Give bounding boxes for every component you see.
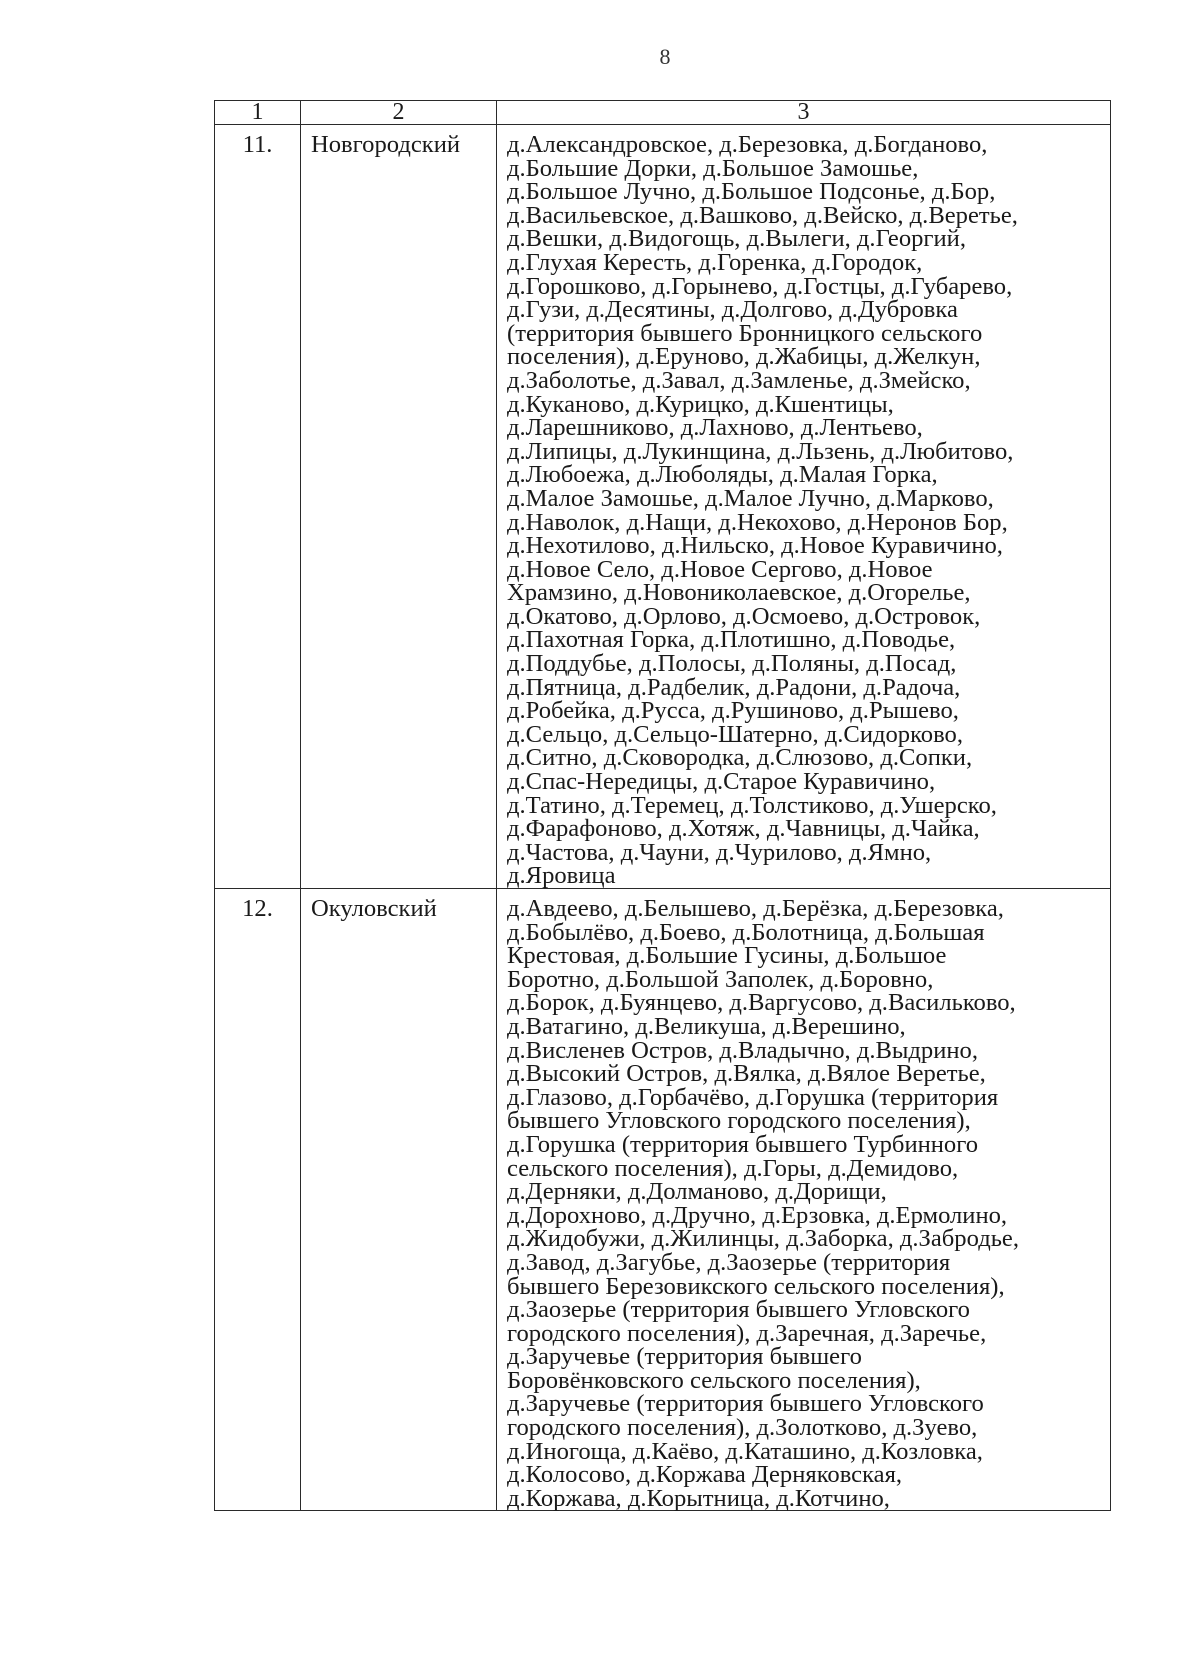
column-header-district: 2 <box>301 101 497 125</box>
row-number: 11. <box>215 125 301 889</box>
row-number: 12. <box>215 889 301 1511</box>
table-row <box>215 889 1111 1511</box>
settlement-list: д.Александровское, д.Березовка, д.Богданово, д.Большие Дорки, д.Большое Замошье, д.Большое Лучно, д.Большое Подсонье, д.Бор, д.Васильевское, д.Вашково, д.Вейско, д.Веретье, д.Вешки, д.Видогощь, д.Вылеги, д.Георгий, д.Глухая Кересть, д.Горенка, д.Городок, д.Горошково, д.Горынево, д.Гостцы, д.Губарево, д.Гузи, д.Десятины, д.Долгово, д.Дубровка (территория бывшего Бронницкого сельского поселения), д.Еруново, д.Жабицы, д.Желкун, д.Заболотье, д.Завал, д.Замленье, д.Змейско, д.Куканово, д.Курицко, д.Кшентицы, д.Ларешниково, д.Лахново, д.Лентьево, д.Липицы, д.Лукинщина, д.Льзень, д.Любитово, д.Любоежа, д.Люболяды, д.Малая Горка, д.Малое Замошье, д.Малое Лучно, д.Марково, д.Наволок, д.Нащи, д.Некохово, д.Неронов Бор, д.Нехотилово, д.Нильско, д.Новое Куравичино, д.Новое Село, д.Новое Сергово, д.Новое Храмзино, д.Новониколаевское, д.Огорелье, д.Окатово, д.Орлово, д.Осмоево, д.Островок, д.Пахотная Горка, д.Плотишно, д.Поводье, д.Поддубье, д.Полосы, д.Поляны, д.Посад, д.Пятница, д.Радбелик, д.Радони, д.Радоча, д.Робейка, д.Русса, д.Рушиново, д.Рышево, д.Сельцо, д.Сельцо-Шатерно, д.Сидорково, д.Ситно, д.Сковородка, д.Слюзово, д.Сопки, д.Спас-Нередицы, д.Старое Куравичино, д.Татино, д.Теремец, д.Толстиково, д.Ушерско, д.Фарафоново, д.Хотяж, д.Чавницы, д.Чайка, д.Частова, д.Чауни, д.Чурилово, д.Ямно, д.Яровица <box>497 125 1111 889</box>
table-header-row <box>215 101 1111 125</box>
page-number: 8 <box>659 44 671 69</box>
column-header-number: 1 <box>215 101 301 125</box>
district-name: Новгородский <box>301 125 497 889</box>
table-row <box>215 125 1111 889</box>
column-header-settlements: 3 <box>497 101 1111 125</box>
settlements-table <box>214 100 1111 1511</box>
district-name: Окуловский <box>301 889 497 1511</box>
settlement-list: д.Авдеево, д.Белышево, д.Берёзка, д.Березовка, д.Бобылёво, д.Боево, д.Болотница, д.Большая Крестовая, д.Большие Гусины, д.Большое Боротно, д.Большой Заполек, д.Боровно, д.Борок, д.Буянцево, д.Варгусово, д.Васильково, д.Ватагино, д.Великуша, д.Верешино, д.Висленев Остров, д.Владычно, д.Выдрино, д.Высокий Остров, д.Вялка, д.Вялое Веретье, д.Глазово, д.Горбачёво, д.Горушка (территория бывшего Угловского городского поселения), д.Горушка (территория бывшего Турбинного сельского поселения), д.Горы, д.Демидово, д.Дерняки, д.Долманово, д.Дорищи, д.Дорохново, д.Дручно, д.Ерзовка, д.Ермолино, д.Жидобужи, д.Жилинцы, д.Заборка, д.Забродье, д.Завод, д.Загубье, д.Заозерье (территория бывшего Березовикского сельского поселения), д.Заозерье (территория бывшего Угловского городского поселения), д.Заречная, д.Заречье, д.Заручевье (территория бывшего Боровёнковского сельского поселения), д.Заручевье (территория бывшего Угловского городского поселения), д.Золотково, д.Зуево, д.Иногоща, д.Каёво, д.Каташино, д.Козловка, д.Колосово, д.Коржава Дерняковская, д.Коржава, д.Корытница, д.Котчино, <box>497 889 1111 1511</box>
